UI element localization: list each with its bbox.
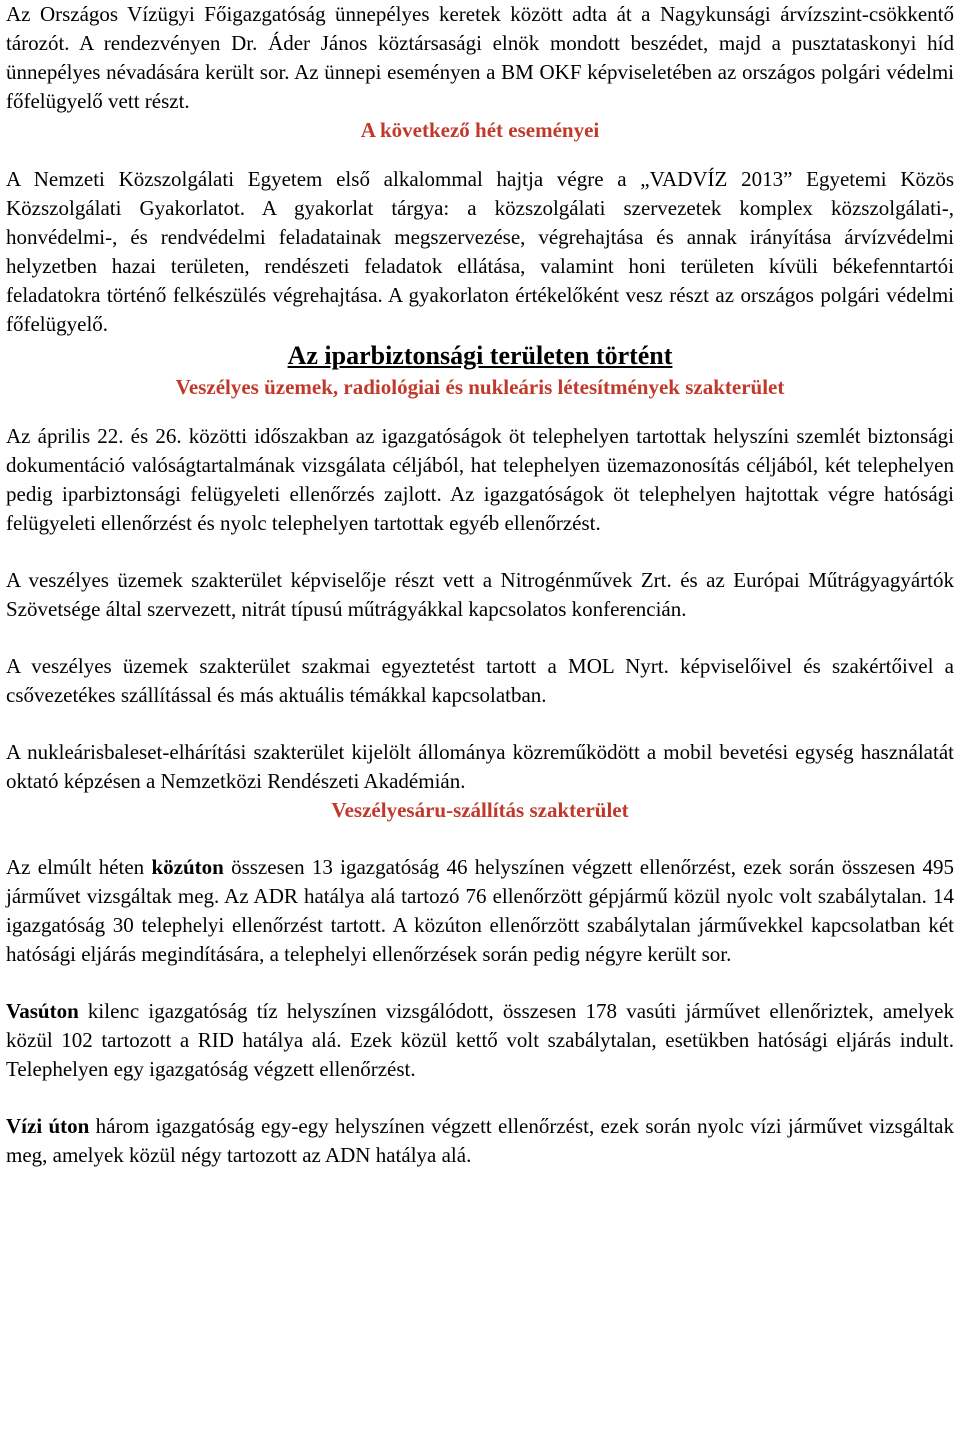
road-bold-label: közúton bbox=[151, 855, 224, 879]
heading-dangerous-goods-transport: Veszélyesáru-szállítás szakterület bbox=[331, 798, 629, 822]
paragraph-nuclear-training: A nukleárisbaleset-elhárítási szakterület kijelölt állománya közreműködött a mobil bevetési egység használatát oktató képzésen a Nemzetközi Rendészeti Akadémián. bbox=[6, 740, 954, 793]
paragraph-road-inspections bbox=[6, 853, 954, 969]
paragraph-nagykunsag-reservoir: Az Országos Vízügyi Főigazgatóság ünnepélyes keretek között adta át a Nagykunsági árvízszint-csökkentő tározót. A rendezvényen Dr. Áder János köztársasági elnök mondott beszédet, majd a pusztataskonyi híd ünnepélyes névadására került sor. Az ünnepi eseményen a BM OKF képviseletében az országos polgári védelmi főfelügyelő vett részt. bbox=[6, 2, 954, 113]
heading-industrial-safety: Az iparbiztonsági területen történt bbox=[287, 341, 673, 370]
paragraph-rail-inspections bbox=[6, 997, 954, 1084]
water-bold-label: Vízi úton bbox=[6, 1114, 90, 1138]
road-body-text: összesen 13 igazgatóság 46 helyszínen végzett ellenőrzést, ezek során összesen 495 járművet vizsgáltak meg. Az ADR hatálya alá tartozó 76 ellenőrzött gépjármű közül nyolc volt szabálytalan. 14 igazgatóság 30 telephelyi ellenőrzést tartott. A közúton ellenőrzött szabálytalan járművekkel kapcsolatban két hatósági eljárás megindítására, a telephelyi ellenőrzések során pedig négyre került sor. bbox=[6, 855, 955, 966]
rail-bold-label: Vasúton bbox=[6, 999, 79, 1023]
paragraph-mol-consultation: A veszélyes üzemek szakterület szakmai egyeztetést tartott a MOL Nyrt. képviselőivel és szakértőivel a csővezetékes szállítással és más aktuális témákkal kapcsolatban. bbox=[6, 654, 954, 707]
heading-hazardous-plants: Veszélyes üzemek, radiológiai és nukleáris létesítmények szakterület bbox=[175, 375, 785, 399]
paragraph-vadviz-exercise: A Nemzeti Közszolgálati Egyetem első alkalommal hajtja végre a „VADVÍZ 2013” Egyetemi Közös Közszolgálati Gyakorlatot. A gyakorlat tárgya: a közszolgálati szervezetek komplex közszolgálati-, honvédelmi-, és rendvédelmi feladatainak megszervezése, végrehajtása és annak irányítása árvízvédelmi helyzetben hazai területen, rendészeti feladatok ellátása, valamint honi területen kívüli békefenntartói feladatokra történő felkészülés végrehajtása. A gyakorlaton értékelőként vesz részt az országos polgári védelmi főfelügyelő. bbox=[6, 167, 954, 336]
road-pre-text: Az elmúlt héten bbox=[6, 855, 152, 879]
rail-body-text: kilenc igazgatóság tíz helyszínen vizsgálódott, összesen 178 vasúti járművet ellenőriztek, amelyek közül 102 tartozott a RID hatálya alá. Ezek közül kettő volt szabálytalan, esetükben hatósági eljárás indult. Telephelyen egy igazgatóság végzett ellenőrzést. bbox=[6, 999, 954, 1081]
heading-next-week-events: A következő hét eseményei bbox=[360, 118, 600, 142]
paragraph-site-inspections: Az április 22. és 26. közötti időszakban az igazgatóságok öt telephelyen tartottak helyszíni szemlét biztonsági dokumentáció valóságtartalmának vizsgálata céljából, hat telephelyen üzemazonosítás céljából, két telephelyen pedig iparbiztonsági felügyeleti ellenőrzés zajlott. Az igazgatóságok öt telephelyen hajtottak végre hatósági felügyeleti ellenőrzést és nyolc telephelyen tartottak egyéb ellenőrzést. bbox=[6, 424, 954, 535]
water-body-text: három igazgatóság egy-egy helyszínen végzett ellenőrzést, ezek során nyolc vízi járművet vizsgáltak meg, amelyek közül négy tartozott az ADN hatálya alá. bbox=[6, 1114, 954, 1167]
paragraph-waterway-inspections bbox=[6, 1112, 954, 1170]
paragraph-nitrogenmuvek-conference: A veszélyes üzemek szakterület képviselője részt vett a Nitrogénművek Zrt. és az Európai Műtrágyagyártók Szövetsége által szervezett, nitrát típusú műtrágyákkal kapcsolatos konferencián. bbox=[6, 568, 954, 621]
